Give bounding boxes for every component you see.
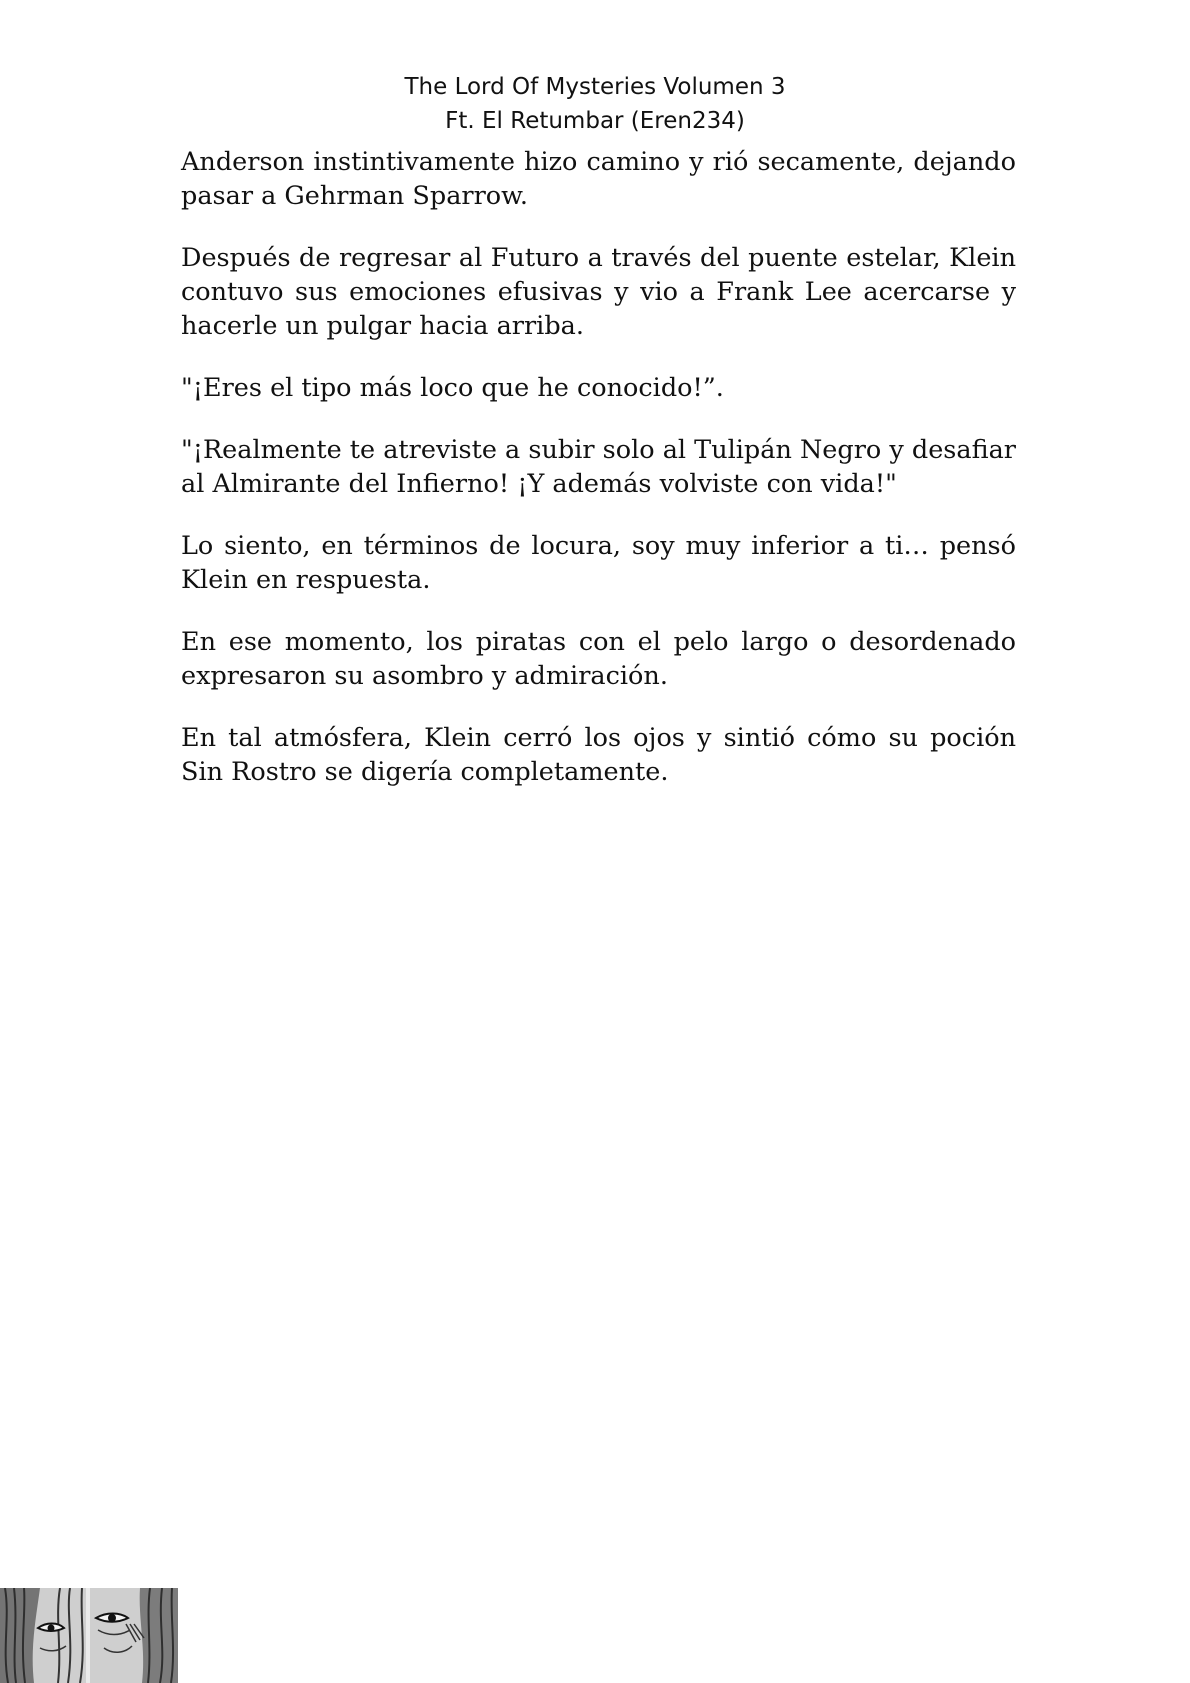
header-title: The Lord Of Mysteries Volumen 3 xyxy=(404,74,786,100)
paragraph: Anderson instintivamente hizo camino y rió secamente, dejando pasar a Gehrman Sparrow. xyxy=(181,147,1016,211)
paragraph: En ese momento, los piratas con el pelo largo o desordenado expresaron su asombro y admiración. xyxy=(181,627,1016,691)
header-credit: Ft. El Retumbar (Eren234) xyxy=(445,108,745,134)
paragraph: En tal atmósfera, Klein cerró los ojos y sintió cómo su poción Sin Rostro se digería completamente. xyxy=(181,723,1016,787)
page-header xyxy=(0,70,1190,138)
manga-portrait-icon xyxy=(0,1588,178,1683)
paragraph: Lo siento, en términos de locura, soy muy inferior a ti… pensó Klein en respuesta. xyxy=(181,531,1016,595)
paragraph: Después de regresar al Futuro a través del puente estelar, Klein contuvo sus emociones efusivas y vio a Frank Lee acercarse y hacerle un pulgar hacia arriba. xyxy=(181,243,1016,341)
body-text xyxy=(181,145,1016,817)
paragraph: "¡Realmente te atreviste a subir solo al Tulipán Negro y desafiar al Almirante del Infierno! ¡Y además volviste con vida!" xyxy=(181,435,1016,499)
manga-portrait-illustration xyxy=(0,1588,178,1683)
paragraph: "¡Eres el tipo más loco que he conocido!”. xyxy=(181,373,724,403)
